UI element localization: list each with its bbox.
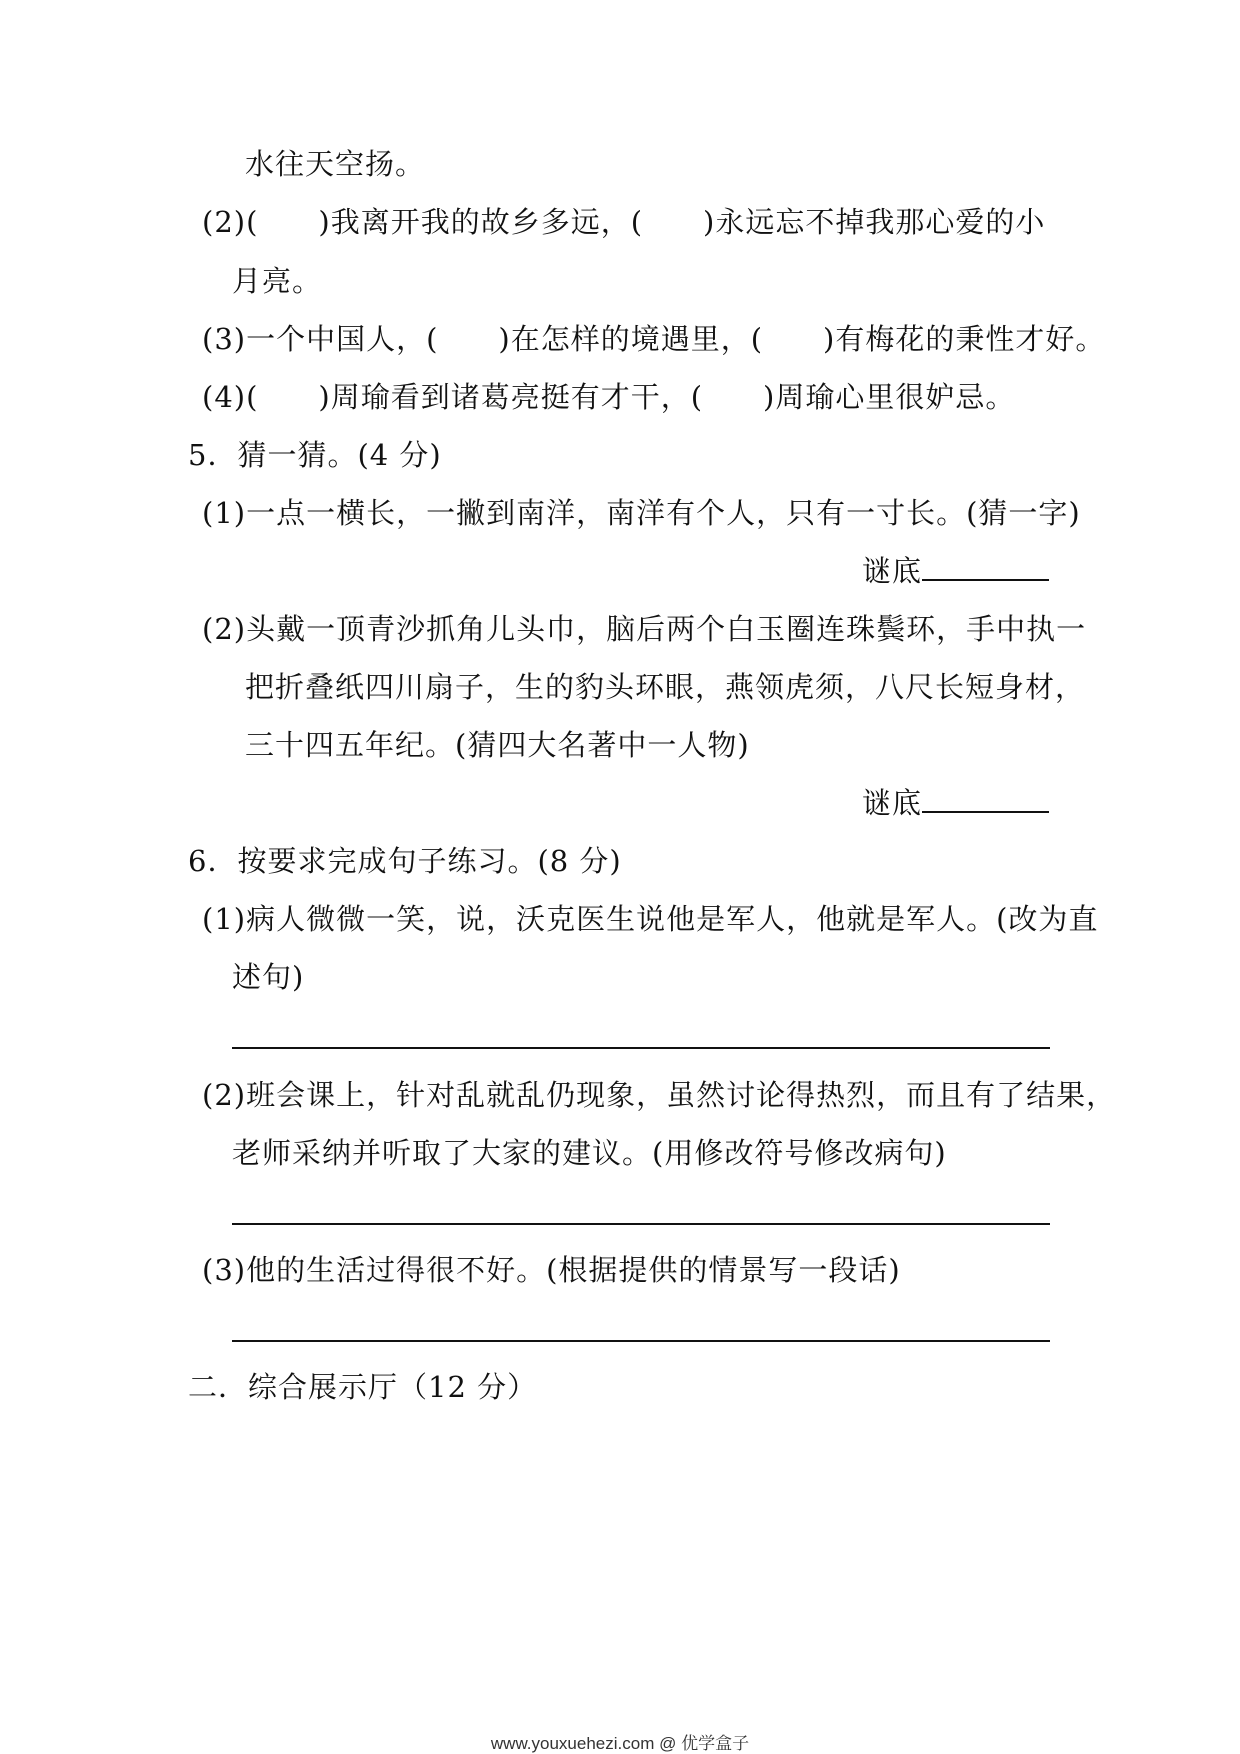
- q6-item3-line1: (3)他的生活过得很不好。(根据提供的情景写一段话): [202, 1253, 901, 1287]
- q4-item3-text-a: )在怎样的境遇里，(: [498, 322, 764, 356]
- q5-item2-answer: [862, 786, 1049, 820]
- q6-item1-line2: 述句): [232, 960, 305, 994]
- q4-item1-continuation: 水往天空扬。: [245, 147, 426, 181]
- q4-item2-line2: 月亮。: [232, 264, 323, 298]
- q4-item2-text-b: )永远忘不掉我那心爱的小: [703, 205, 1046, 239]
- q5-item2-answer-blank[interactable]: [922, 807, 1049, 813]
- q4-item2-line1: [202, 205, 1046, 239]
- q6-item2-answer-line[interactable]: [232, 1223, 1050, 1225]
- q5-title: 5．猜一猜。(4 分): [188, 438, 442, 472]
- q4-item3: [202, 322, 1106, 356]
- q5-item2-line1: (2)头戴一顶青沙抓角儿头巾，脑后两个白玉圈连珠鬓环，手中执一: [202, 612, 1087, 646]
- q5-item1-text: (1)一点一横长，一撇到南洋，南洋有个人，只有一寸长。(猜一字): [202, 496, 1081, 530]
- q4-item2-number: (2)(: [202, 205, 259, 239]
- q5-item1-answer-label: 谜底: [862, 554, 923, 588]
- q4-item4: [202, 380, 1016, 414]
- q4-item4-number: (4)(: [202, 380, 259, 414]
- q6-item1-answer-line[interactable]: [232, 1047, 1050, 1049]
- q6-item1-line1: (1)病人微微一笑，说，沃克医生说他是军人，他就是军人。(改为直: [202, 902, 1099, 936]
- q6-item2-line1: (2)班会课上，针对乱就乱仍现象，虽然讨论得热烈，而且有了结果，: [202, 1078, 1117, 1112]
- q4-item4-text-b: )周瑜心里很妒忌。: [763, 380, 1016, 414]
- q4-item3-text-start: (3)一个中国人，(: [202, 322, 439, 356]
- q5-item2-line3: 三十四五年纪。(猜四大名著中一人物): [245, 728, 750, 762]
- q5-item1-answer-blank[interactable]: [922, 575, 1049, 581]
- q5-item2-line2: 把折叠纸四川扇子，生的豹头环眼，燕领虎须，八尺长短身材，: [245, 670, 1086, 704]
- section2-title: 二．综合展示厅（12 分）: [188, 1370, 538, 1404]
- q4-item4-text-a: )周瑜看到诸葛亮挺有才干，(: [318, 380, 704, 414]
- q6-title: 6．按要求完成句子练习。(8 分): [188, 844, 622, 878]
- q6-item3-answer-line[interactable]: [232, 1340, 1050, 1342]
- q5-item1-answer: [862, 554, 1049, 588]
- q4-item2-text-a: )我离开我的故乡多远，(: [318, 205, 644, 239]
- q6-item2-line2: 老师采纳并听取了大家的建议。(用修改符号修改病句): [232, 1136, 947, 1170]
- q5-item2-answer-label: 谜底: [862, 786, 923, 820]
- q4-item3-text-b: )有梅花的秉性才好。: [823, 322, 1106, 356]
- footer-watermark: www.youxuehezi.com @ 优学盒子: [490, 1734, 750, 1753]
